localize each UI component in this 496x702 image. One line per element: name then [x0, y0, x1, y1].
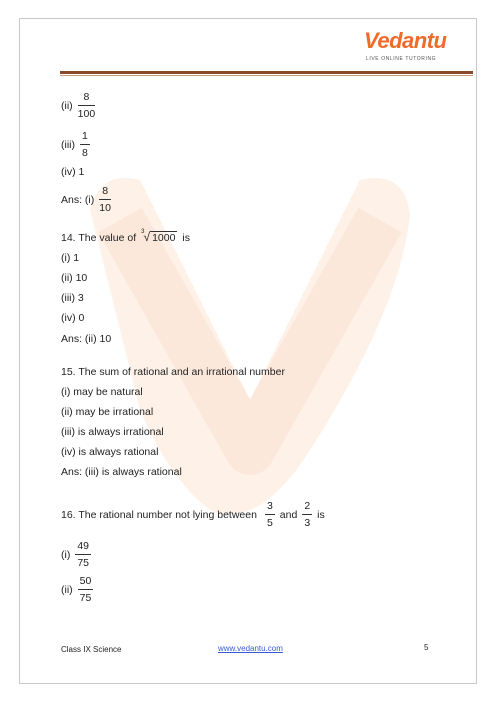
q13-answer	[61, 185, 111, 214]
denominator: 100	[77, 108, 96, 120]
fraction	[99, 185, 111, 214]
denominator: 5	[266, 517, 273, 529]
denominator: 10	[99, 202, 111, 214]
numerator: 8	[102, 185, 109, 197]
fraction-bar	[78, 105, 96, 106]
vedantu-watermark	[60, 150, 440, 550]
numerator: 50	[79, 575, 92, 587]
fraction	[302, 500, 312, 529]
fraction	[75, 540, 91, 569]
q15-option: (i) may be natural	[61, 386, 143, 398]
fraction-bar	[99, 199, 111, 200]
option-label: (iii)	[61, 138, 75, 151]
q15-option: (iv) is always rational	[61, 446, 159, 458]
q15-option: (iii) is always irrational	[61, 426, 164, 438]
question-text: 16. The rational number not lying between	[61, 508, 257, 521]
fraction	[78, 575, 94, 604]
q13-option-iii	[61, 130, 90, 159]
q15-option: (ii) may be irrational	[61, 406, 154, 418]
question-text: 14. The value of	[61, 231, 137, 244]
footer-subject: Class IX Science	[61, 645, 122, 654]
q16-question	[61, 500, 325, 529]
denominator: 8	[82, 147, 88, 159]
q15-answer: Ans: (iii) is always rational	[61, 466, 182, 478]
q13-option-iv	[61, 166, 84, 178]
vedantu-logo	[364, 28, 472, 68]
q14-answer: Ans: (ii) 10	[61, 333, 112, 345]
numerator: 2	[304, 500, 311, 512]
fraction	[78, 91, 96, 120]
numerator: 1	[82, 130, 88, 142]
conjunction: and	[279, 508, 298, 521]
fraction-bar	[302, 514, 312, 515]
denominator: 75	[79, 592, 92, 604]
numerator: 49	[77, 540, 90, 552]
q14-option: (i) 1	[61, 252, 80, 264]
q14-option: (iii) 3	[61, 292, 84, 304]
denominator: 3	[304, 517, 311, 529]
logo-wordmark: Vedantu	[364, 28, 447, 53]
option-label: (i)	[61, 548, 71, 561]
numerator: 8	[83, 91, 90, 103]
header-rule	[60, 71, 473, 74]
numerator: 3	[266, 500, 273, 512]
q13-option-ii	[61, 91, 95, 120]
cube-root	[141, 231, 177, 244]
fraction-bar	[265, 514, 275, 515]
radicand: 1000	[152, 232, 176, 244]
answer-label: Ans: (i)	[61, 193, 95, 206]
header-rule-thin	[60, 75, 473, 76]
option-label: (ii)	[61, 99, 73, 112]
root-index: 3	[141, 229, 145, 235]
q15-question: 15. The sum of rational and an irrational number	[61, 366, 285, 378]
radical-sign: √	[143, 230, 151, 244]
q16-option-i	[61, 540, 91, 569]
option-label: (ii)	[61, 583, 73, 596]
q14-option: (iv) 0	[61, 312, 85, 324]
fraction-bar	[75, 554, 91, 555]
option-text: (iv) 1	[61, 166, 85, 178]
page-number: 5	[424, 643, 429, 652]
q14-question	[61, 231, 190, 244]
logo-tagline: LIVE ONLINE TUTORING	[366, 56, 437, 62]
q14-option: (ii) 10	[61, 272, 88, 284]
q16-option-ii	[61, 575, 93, 604]
question-suffix: is	[182, 231, 191, 244]
footer-website-link[interactable]: www.vedantu.com	[218, 644, 283, 653]
question-suffix: is	[317, 508, 325, 521]
fraction-bar	[80, 144, 90, 145]
fraction	[80, 130, 90, 159]
fraction-bar	[78, 589, 94, 590]
fraction	[265, 500, 275, 529]
denominator: 75	[77, 557, 90, 569]
